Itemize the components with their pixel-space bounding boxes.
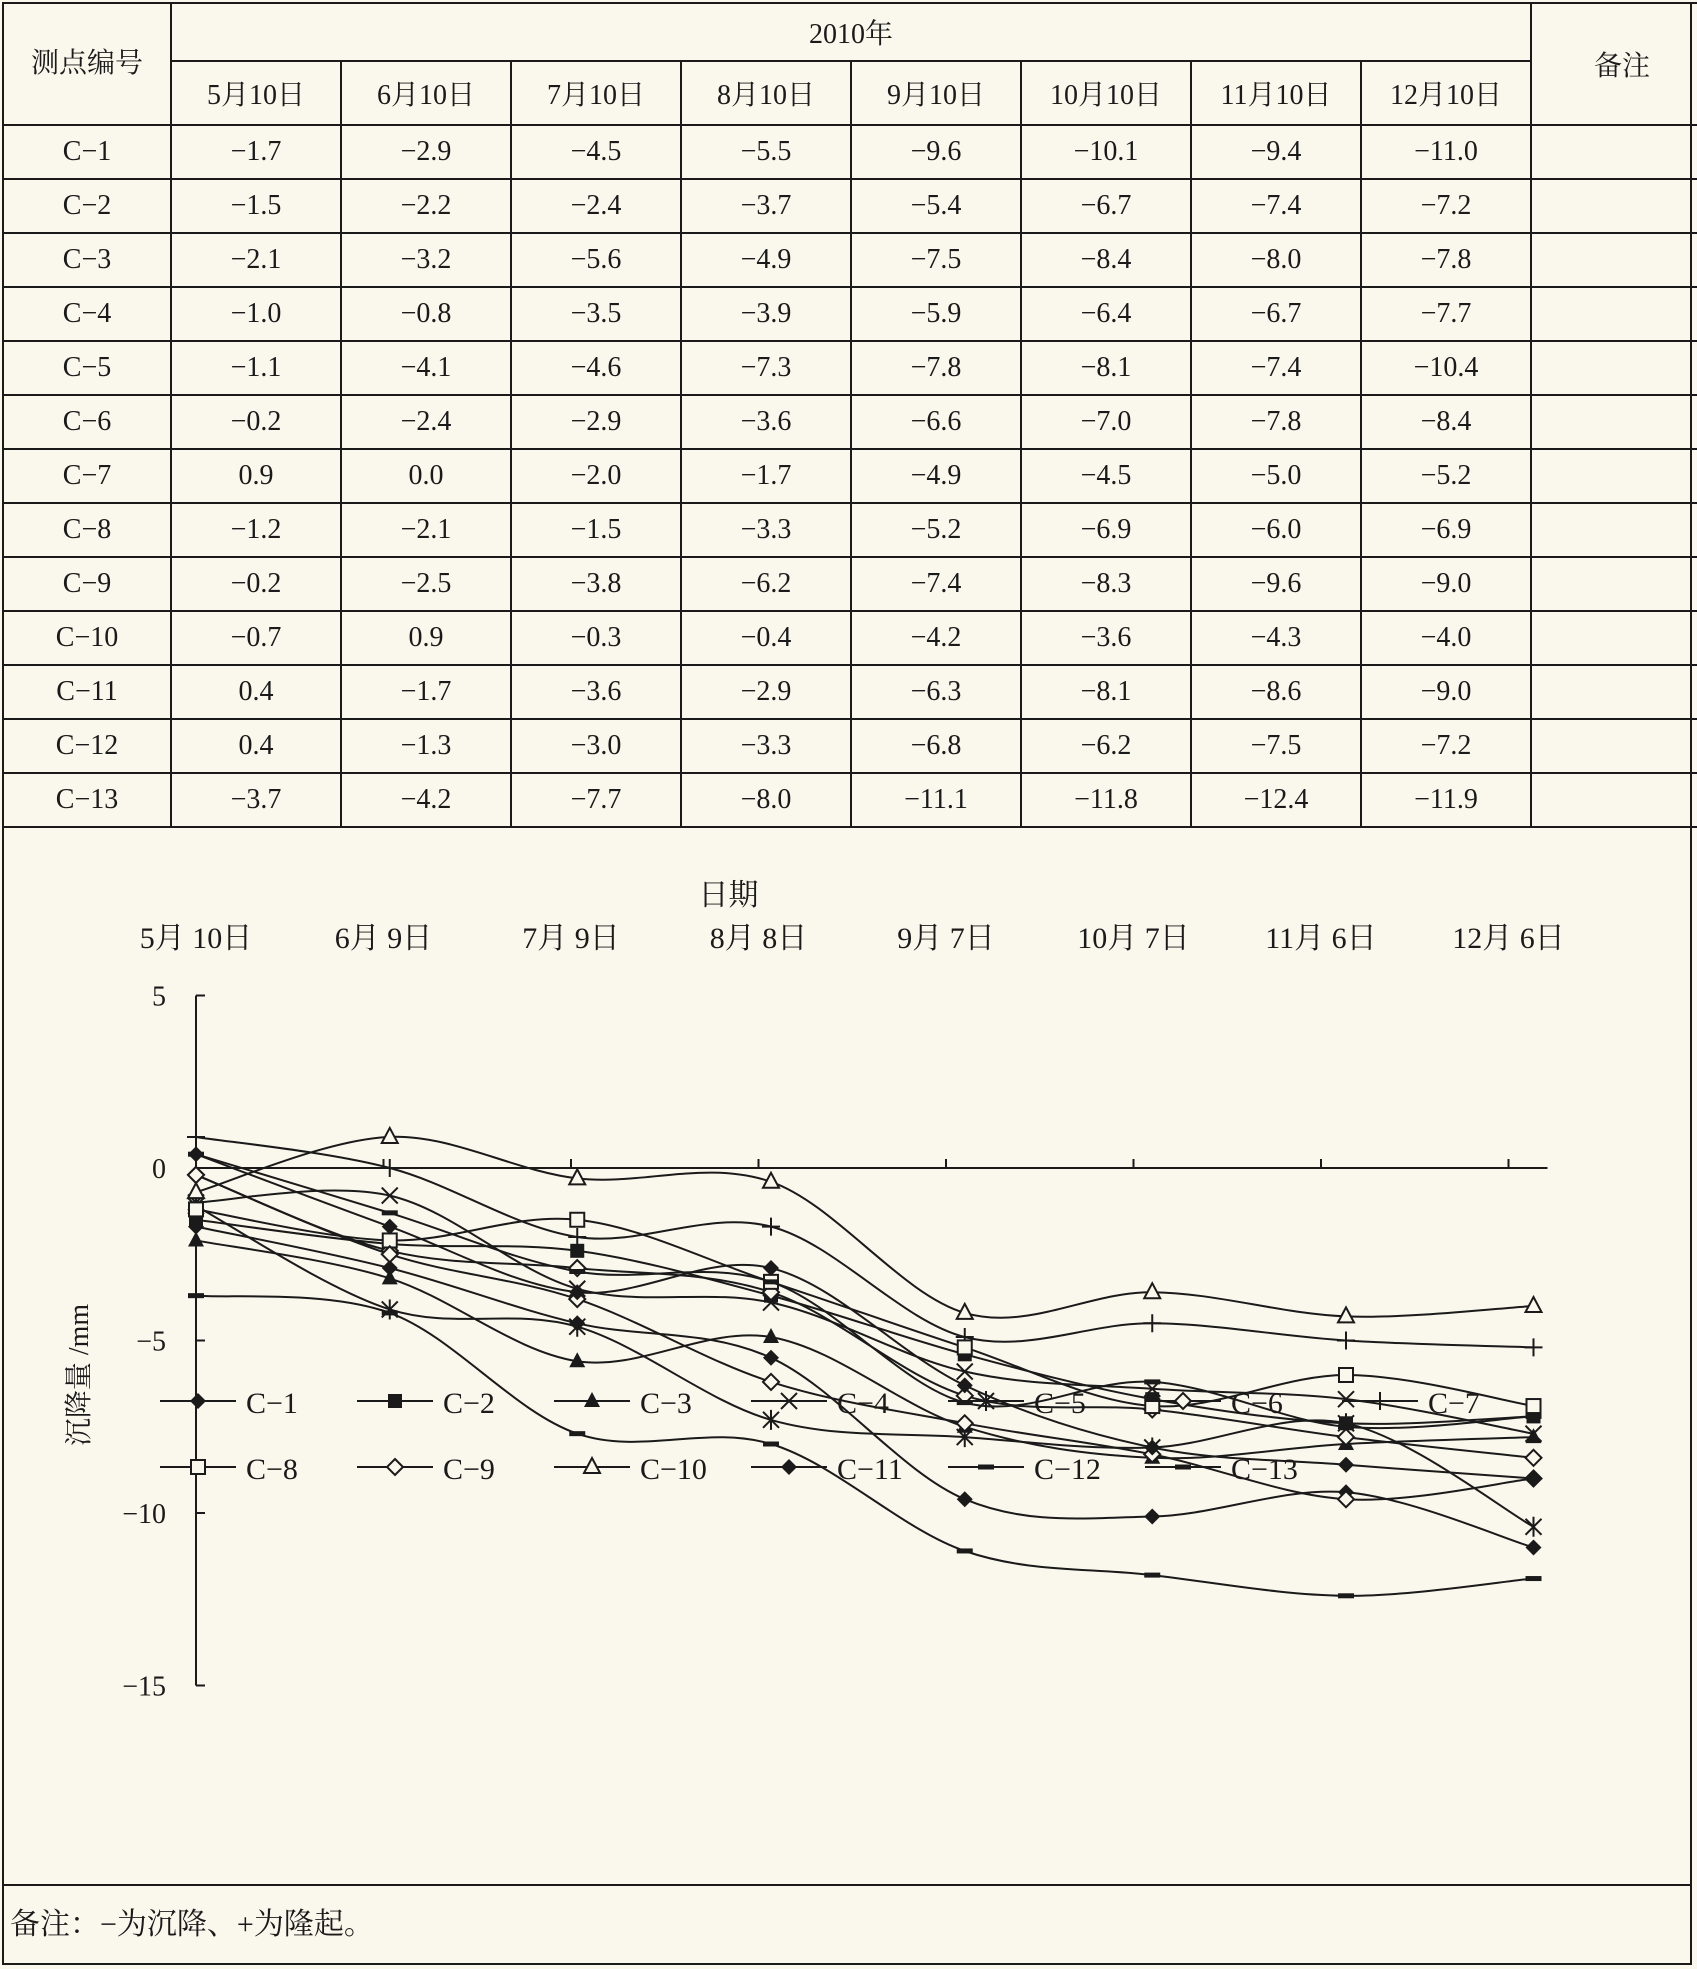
table-cell: −3.6 [1021,611,1191,665]
data-point [187,1128,205,1146]
header-date: 9月10日 [851,61,1021,125]
table-row [3,719,1697,773]
data-point [570,1213,584,1227]
y-tick-label: −10 [122,1499,166,1530]
legend-marker [584,1392,600,1407]
row-remark [1531,287,1697,341]
data-point [382,1210,398,1215]
x-axis-title: 日期 [698,879,759,912]
data-point [1144,1283,1160,1298]
x-tick-label: 8月 8日 [709,922,808,955]
table-cell: −3.6 [681,395,851,449]
footer-note: 备注：−为沉降、+为隆起。 [2,1884,1692,1965]
legend-marker [978,1465,994,1470]
table-row [3,179,1697,233]
row-point-id: C−7 [3,449,171,503]
data-point [1526,1576,1542,1581]
table-cell: −5.6 [511,233,681,287]
header-date: 7月10日 [511,61,681,125]
table-cell: −3.7 [681,179,851,233]
row-remark [1531,449,1697,503]
data-point [1526,1428,1542,1443]
table-row [3,233,1697,287]
data-point [189,1202,203,1216]
table-cell: −0.2 [171,395,341,449]
table-cell: −7.4 [851,557,1021,611]
row-point-id: C−12 [3,719,171,773]
table-cell: −2.9 [511,395,681,449]
table-cell: −3.8 [511,557,681,611]
legend-label: C−6 [1231,1387,1283,1420]
row-remark [1531,665,1697,719]
table-cell: −7.2 [1361,719,1531,773]
table-cell: 0.9 [341,611,511,665]
data-point [1337,1332,1355,1350]
row-point-id: C−11 [3,665,171,719]
table-cell: −0.2 [171,557,341,611]
table-cell: −3.6 [511,665,681,719]
table-cell: −6.2 [1021,719,1191,773]
row-remark [1531,719,1697,773]
row-remark [1531,395,1697,449]
data-point [568,1228,586,1246]
legend-label: C−10 [640,1453,707,1486]
table-cell: −4.6 [511,341,681,395]
data-point [188,1152,204,1157]
row-point-id: C−4 [3,287,171,341]
legend-label: C−3 [640,1387,692,1420]
header-date: 11月10日 [1191,61,1361,125]
row-point-id: C−10 [3,611,171,665]
data-point [382,1219,398,1235]
table-row [3,611,1697,665]
y-tick-label: 5 [152,981,166,1013]
table-cell: −7.5 [851,233,1021,287]
header-date: 12月10日 [1361,61,1531,125]
table-cell: −3.7 [171,773,341,827]
table-cell: −1.0 [171,287,341,341]
data-point [763,1410,779,1430]
legend-marker [191,1460,205,1474]
table-cell: −4.1 [341,341,511,395]
x-tick-label: 10月 7日 [1077,922,1190,955]
data-point [1526,1471,1542,1487]
table-cell: −6.8 [851,719,1021,773]
legend-marker [781,1459,797,1475]
legend-label: C−5 [1034,1387,1086,1420]
data-point [1526,1450,1542,1466]
table-cell: −7.7 [1361,287,1531,341]
data-point [1338,1593,1354,1598]
table-cell: −8.3 [1021,557,1191,611]
table-cell: −3.3 [681,503,851,557]
header-remark: 备注 [1531,3,1697,125]
legend-marker [1371,1392,1389,1410]
data-point [1144,1379,1160,1384]
data-point [957,1377,973,1393]
data-point [188,1231,204,1246]
data-point [382,1310,398,1315]
table-cell: −0.8 [341,287,511,341]
table-cell: −7.8 [1191,395,1361,449]
row-remark [1531,233,1697,287]
table-cell: −5.4 [851,179,1021,233]
table-cell: −2.5 [341,557,511,611]
data-point [763,1279,779,1284]
legend-marker [190,1393,206,1409]
row-remark [1531,611,1697,665]
table-row [3,287,1697,341]
table-cell: −6.6 [851,395,1021,449]
table-cell: −8.1 [1021,341,1191,395]
table-cell: −9.6 [851,125,1021,179]
legend-label: C−12 [1034,1453,1101,1486]
row-point-id: C−9 [3,557,171,611]
table-cell: −2.4 [341,395,511,449]
row-point-id: C−3 [3,233,171,287]
table-cell: −7.8 [851,341,1021,395]
table-cell: 0.4 [171,719,341,773]
x-tick-label: 6月 9日 [334,922,433,955]
series-line [196,1175,1534,1500]
legend-label: C−4 [837,1387,889,1420]
table-row [3,503,1697,557]
legend-label: C−1 [246,1387,298,1420]
data-point [1525,1338,1543,1356]
table-cell: −5.9 [851,287,1021,341]
table-cell: −9.6 [1191,557,1361,611]
row-remark [1531,341,1697,395]
table-cell: −6.4 [1021,287,1191,341]
table-cell: −2.9 [681,665,851,719]
legend-marker [1175,1465,1191,1470]
row-point-id: C−1 [3,125,171,179]
data-point [1338,1307,1354,1322]
data-point [382,1299,398,1319]
table-cell: −3.2 [341,233,511,287]
legend-label: C−13 [1231,1453,1298,1486]
row-point-id: C−6 [3,395,171,449]
table-cell: −11.8 [1021,773,1191,827]
table-cell: −0.3 [511,611,681,665]
data-point [957,1548,973,1553]
table-cell: −1.2 [171,503,341,557]
table-cell: −9.4 [1191,125,1361,179]
data-point [382,1188,398,1204]
table-cell: −0.7 [171,611,341,665]
legend-marker [387,1459,403,1475]
header-date: 6月10日 [341,61,511,125]
row-remark [1531,503,1697,557]
table-cell: −8.0 [1191,233,1361,287]
table-cell: 0.0 [341,449,511,503]
table-cell: −7.0 [1021,395,1191,449]
table-row [3,773,1697,827]
table-cell: −6.0 [1191,503,1361,557]
table-cell: −6.9 [1361,503,1531,557]
settlement-table [2,2,1697,828]
table-cell: −5.0 [1191,449,1361,503]
data-point [1338,1457,1354,1473]
data-point [763,1442,779,1447]
table-cell: 0.9 [171,449,341,503]
header-date: 5月10日 [171,61,341,125]
table-cell: −9.0 [1361,665,1531,719]
row-remark [1531,773,1697,827]
table-cell: −1.5 [171,179,341,233]
table-cell: −6.9 [1021,503,1191,557]
table-cell: −5.5 [681,125,851,179]
data-point [1526,1517,1542,1537]
table-cell: −3.0 [511,719,681,773]
table-cell: −6.2 [681,557,851,611]
table-cell: −10.1 [1021,125,1191,179]
table-cell: −8.4 [1361,395,1531,449]
table-row [3,665,1697,719]
table-cell: −11.9 [1361,773,1531,827]
data-point [1144,1573,1160,1578]
legend-label: C−8 [246,1453,298,1486]
table-cell: −2.1 [171,233,341,287]
table-cell: −3.3 [681,719,851,773]
data-point [763,1374,779,1390]
table-row [3,395,1697,449]
data-point [957,1491,973,1507]
data-point [957,1364,973,1380]
data-point [1527,1399,1541,1413]
row-remark [1531,125,1697,179]
table-cell: −2.1 [341,503,511,557]
row-point-id: C−5 [3,341,171,395]
table-cell: −11.1 [851,773,1021,827]
y-axis-title: 沉降量 /mm [64,1303,95,1447]
header-year: 2010年 [171,3,1531,61]
data-point [1143,1314,1161,1332]
x-tick-label: 12月 6日 [1452,922,1565,955]
table-row [3,449,1697,503]
table-cell: −7.4 [1191,179,1361,233]
table-cell: −8.4 [1021,233,1191,287]
table-cell: −1.1 [171,341,341,395]
table-cell: −11.0 [1361,125,1531,179]
table-cell: −10.4 [1361,341,1531,395]
row-point-id: C−8 [3,503,171,557]
table-cell: −1.7 [171,125,341,179]
row-remark [1531,179,1697,233]
data-point [763,1350,779,1366]
data-point [763,1260,779,1276]
table-cell: −1.3 [341,719,511,773]
table-cell: −4.3 [1191,611,1361,665]
x-tick-label: 11月 6日 [1265,922,1377,955]
data-point [1144,1508,1160,1524]
data-point [1526,1297,1542,1312]
table-cell: −8.6 [1191,665,1361,719]
table-cell: −0.4 [681,611,851,665]
table-row [3,341,1697,395]
data-point [1526,1540,1542,1556]
table-cell: −5.2 [851,503,1021,557]
legend-label: C−7 [1428,1387,1480,1420]
table-cell: −1.7 [681,449,851,503]
header-date: 10月10日 [1021,61,1191,125]
table-row [3,557,1697,611]
legend-marker [584,1458,600,1473]
table-cell: −9.0 [1361,557,1531,611]
table-cell: 0.4 [171,665,341,719]
settlement-chart [2,838,1692,1884]
data-point [569,1317,585,1337]
legend-label: C−2 [443,1387,495,1420]
table-cell: −8.1 [1021,665,1191,719]
table-cell: −2.0 [511,449,681,503]
row-point-id: C−13 [3,773,171,827]
data-point [1526,1414,1542,1419]
table-cell: −6.7 [1191,287,1361,341]
table-cell: −2.4 [511,179,681,233]
table-cell: −7.8 [1361,233,1531,287]
table-cell: −4.2 [851,611,1021,665]
table-cell: −4.2 [341,773,511,827]
data-point [1338,1424,1354,1429]
data-point [958,1340,972,1354]
table-cell: −4.0 [1361,611,1531,665]
table-cell: −3.9 [681,287,851,341]
table-cell: −12.4 [1191,773,1361,827]
y-tick-label: −5 [136,1326,166,1358]
data-point [382,1128,398,1143]
legend-label: C−9 [443,1453,495,1486]
table-cell: −7.5 [1191,719,1361,773]
header-point-id: 测点编号 [3,3,171,125]
table-cell: −7.7 [511,773,681,827]
x-tick-label: 5月 10日 [139,922,253,955]
table-cell: −4.9 [681,233,851,287]
y-tick-label: 0 [152,1154,166,1185]
x-tick-label: 7月 9日 [522,922,620,955]
table-cell: −1.5 [511,503,681,557]
table-row [3,125,1697,179]
data-point [1339,1368,1353,1382]
table-cell: −3.5 [511,287,681,341]
data-point [188,1167,204,1183]
y-tick-label: −15 [122,1671,166,1703]
table-cell: −8.0 [681,773,851,827]
data-point [762,1218,780,1236]
data-point [188,1293,204,1298]
header-date: 8月10日 [681,61,851,125]
table-cell: −4.9 [851,449,1021,503]
table-cell: −7.3 [681,341,851,395]
row-remark [1531,557,1697,611]
table-cell: −6.3 [851,665,1021,719]
table-cell: −4.5 [1021,449,1191,503]
x-tick-label: 9月 7日 [897,922,995,955]
table-cell: −5.2 [1361,449,1531,503]
table-cell: −6.7 [1021,179,1191,233]
table-cell: −2.2 [341,179,511,233]
table-cell: −7.2 [1361,179,1531,233]
table-cell: −4.5 [511,125,681,179]
data-point [569,1269,585,1274]
legend-label: C−11 [837,1453,903,1486]
row-point-id: C−2 [3,179,171,233]
data-point [569,1431,585,1436]
table-cell: −1.7 [341,665,511,719]
table-cell: −7.4 [1191,341,1361,395]
chart-svg [2,838,1692,1884]
legend-marker [388,1394,402,1408]
table-cell: −2.9 [341,125,511,179]
